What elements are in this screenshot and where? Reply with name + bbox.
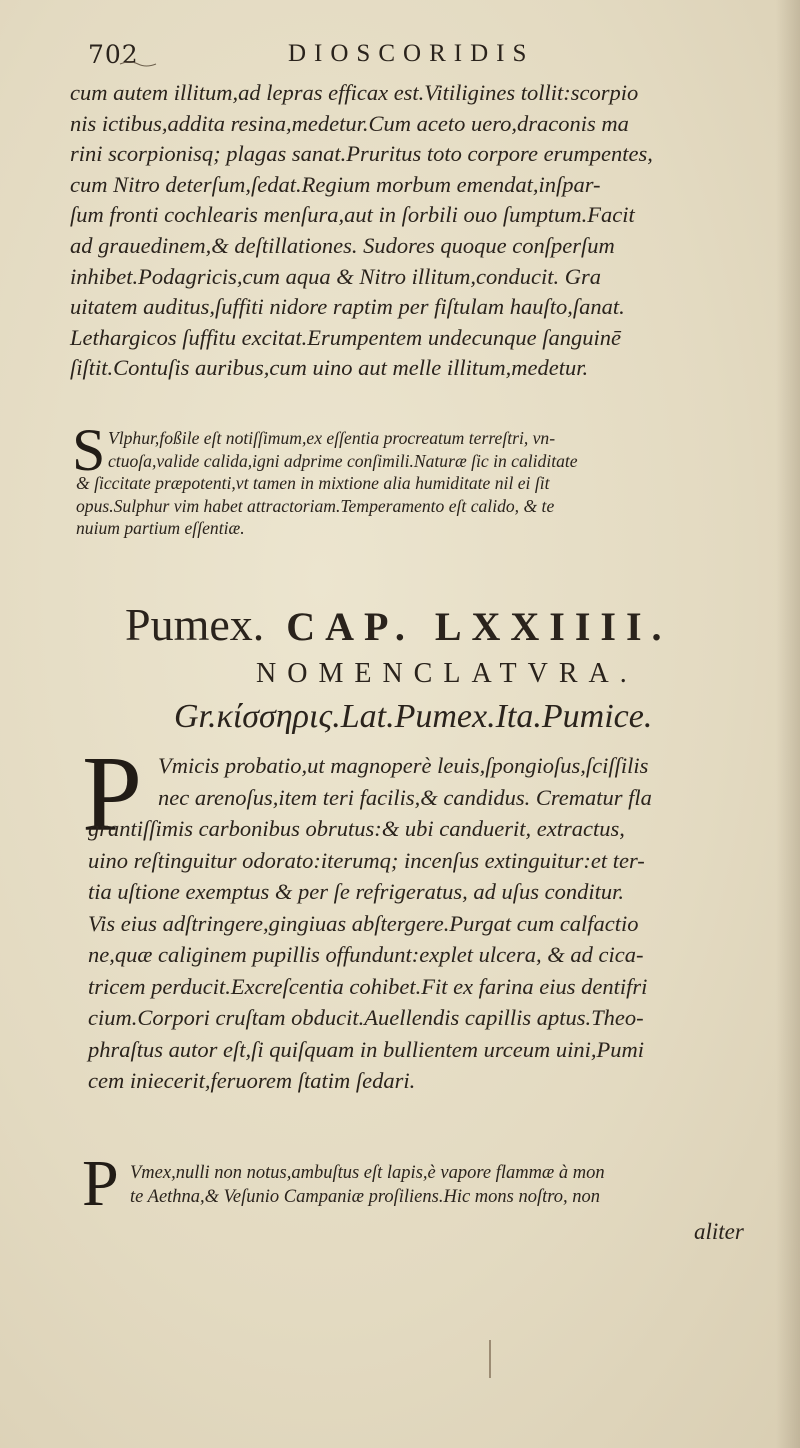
text-line: Vmicis probatio,ut magnoperè leuis,ſpongioſus,ſciſſilis xyxy=(158,753,649,778)
ink-mark-icon xyxy=(488,1340,492,1378)
text-line: rini scorpionisq; plagas sanat.Pruritus toto corpore erumpentes, xyxy=(70,141,653,167)
text-line: uino reſtinguitur odorato:iterumq; incenſus extinguitur:et ter- xyxy=(88,847,645,873)
text-line: ſiſtit.Contuſis auribus,cum uino aut melle illitum,medetur. xyxy=(70,355,589,381)
text-line: tricem perducit.Excreſcentia cohibet.Fit ex farina eius dentifri xyxy=(88,973,648,999)
text-line: ne,quæ caliginem pupillis offundunt:explet ulcera, & ad cica- xyxy=(88,942,644,967)
text-line: phraſtus autor eſt,ſi quiſquam in bullientem urceum uini,Pumi xyxy=(88,1036,645,1062)
text-line: Vlphur,foßile eſt notiſſimum,ex eſſentia procreatum terreſtri, vn- xyxy=(108,428,556,448)
commentary-pumex xyxy=(88,1161,788,1209)
drop-cap: S xyxy=(72,417,106,483)
text-line: cum autem illitum,ad lepras efficax est.Vitiligines tollit:scorpio xyxy=(70,80,639,105)
page-header xyxy=(88,40,760,74)
nomenclatura-heading: NOMENCLATVRA. xyxy=(256,658,638,689)
text-line: te Aethna,& Veſunio Campaniæ proſiliens.Hic mons noſtro, non xyxy=(130,1187,601,1207)
text-line: cium.Corpori cruſtam obducit.Auellendis capillis aptus.Theo- xyxy=(88,1005,644,1030)
catchword: aliter xyxy=(694,1219,744,1244)
paragraph-continuation xyxy=(70,78,770,384)
text-line: inhibet.Podagricis,cum aqua & Nitro illitum,conducit. Gra xyxy=(70,263,602,289)
chapter-heading xyxy=(125,598,672,651)
text-line: Vmex,nulli non notus,ambuſtus eſt lapis,è vapore flammæ à mon xyxy=(130,1163,605,1183)
text-line: uitatem auditus,ſuffiti nidore raptim per fiſtulam hauſto,ſanat. xyxy=(70,294,625,320)
text-line: nec arenoſus,item teri facilis,& candidus. Crematur fla xyxy=(158,784,652,810)
printer-mark-icon xyxy=(118,58,158,70)
page-edge-shadow xyxy=(776,0,800,1448)
commentary-sulphur xyxy=(76,427,776,540)
paragraph-pumex xyxy=(88,750,788,1097)
chapter-title: Pumex. xyxy=(125,599,265,650)
text-line: opus.Sulphur vim habet attractoriam.Temperamento eſt calido, & te xyxy=(76,495,555,516)
text-line: & ſiccitate præpotenti,vt tamen in mixtione alia humiditate nil ei ſit xyxy=(76,473,550,493)
text-line: ad grauedinem,& deſtillationes. Sudores quoque conſperſum xyxy=(70,232,615,258)
drop-cap: P xyxy=(82,1147,119,1220)
text-line: nis ictibus,addita resina,medetur.Cum aceto uero,draconis ma xyxy=(70,110,629,136)
text-line: Vis eius adſtringere,gingiuas abſtergere.Purgat cum calfactio xyxy=(88,910,639,936)
synonyms-line: Gr.κίσσηρις.Lat.Pumex.Ita.Pumice. xyxy=(174,698,653,735)
text-line: ctuoſa,valide calida,igni adprime conſimili.Naturæ ſic in caliditate xyxy=(108,450,578,471)
text-line: tia uſtione exemptus & per ſe refrigeratus, ad uſus conditur. xyxy=(88,879,624,904)
text-line: ſum fronti cochlearis menſura,aut in ſorbili ouo ſumptum.Facit xyxy=(70,202,635,228)
drop-cap: P xyxy=(82,735,143,854)
chapter-number: CAP. LXXIIII. xyxy=(286,604,672,649)
running-head: DIOSCORIDIS xyxy=(288,40,535,67)
page-number: 702 xyxy=(88,40,139,69)
text-line: Lethargicos ſuffitu excitat.Erumpentem undecunque ſanguinē xyxy=(70,324,621,350)
text-line: nuium partium eſſentiæ. xyxy=(76,518,245,538)
text-line: grantiſſimis carbonibus obrutus:& ubi canduerit, extractus, xyxy=(88,816,625,841)
text-line: cem iniecerit,feruorem ſtatim ſedari. xyxy=(88,1068,416,1093)
text-line: cum Nitro deterſum,ſedat.Regium morbum emendat,inſpar- xyxy=(70,171,601,197)
